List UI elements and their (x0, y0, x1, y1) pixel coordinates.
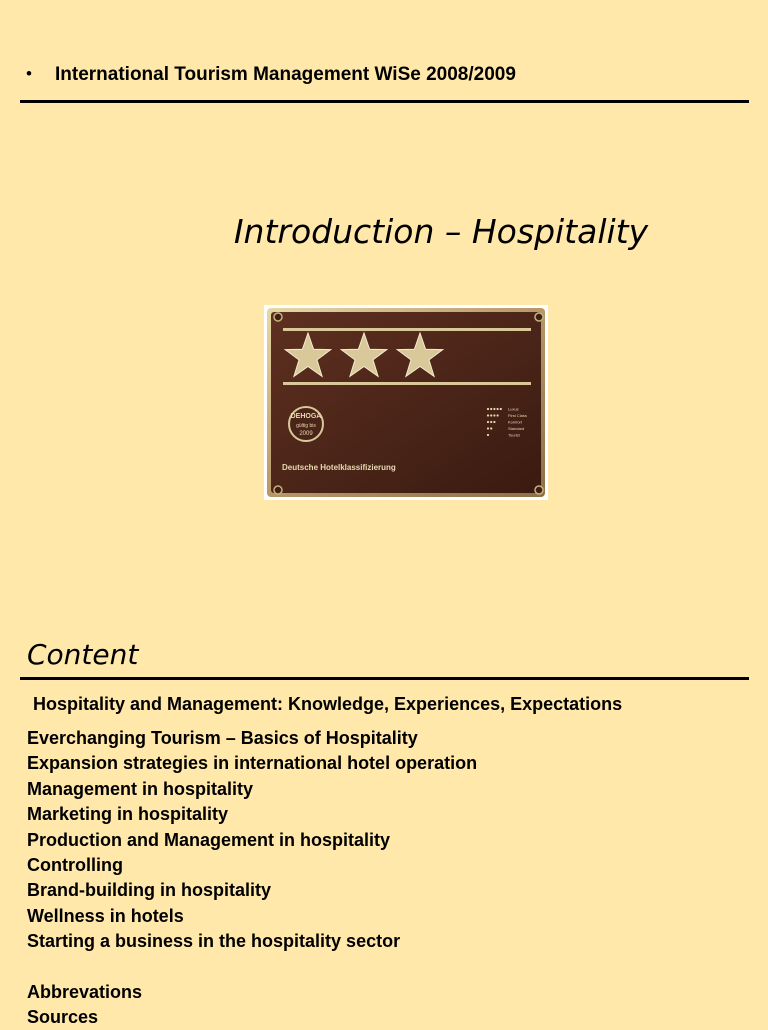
content-subtitle: Hospitality and Management: Knowledge, Experiences, Expectations (33, 694, 623, 714)
header-bullet: • (26, 64, 32, 83)
legend-label: Komfort (508, 419, 523, 425)
topic-item: Controlling (27, 854, 123, 875)
topic-item: Marketing in hospitality (27, 804, 229, 825)
topic-list (27, 726, 477, 955)
legend-dot (490, 414, 492, 416)
legend-label: First Class (508, 413, 527, 418)
topic-item: Everchanging Tourism – Basics of Hospitality (27, 728, 418, 748)
header-text: International Tourism Management WiSe 2008/2009 (55, 64, 516, 85)
badge-line: DEHOGA (290, 413, 322, 420)
content-heading: Content (27, 638, 139, 671)
header-divider (20, 100, 749, 103)
appendix-item: Abbrevations (27, 982, 143, 1002)
topic-item: Expansion strategies in international hotel operation (27, 753, 478, 774)
legend-dot (487, 434, 489, 436)
slide-header (0, 60, 768, 92)
topic-item: Brand-building in hospitality (27, 880, 271, 901)
legend-dot (487, 414, 489, 416)
legend-dot (487, 427, 489, 429)
legend-dot (490, 427, 492, 429)
topic-item: Starting a business in the hospitality sector (27, 931, 401, 952)
badge-line: gültig bis (296, 423, 316, 429)
appendix-list (27, 980, 142, 1030)
plaque-screw (535, 313, 543, 321)
topic-item: Production and Management in hospitality (27, 829, 391, 850)
legend-dot (497, 414, 499, 416)
legend-dot (500, 408, 502, 410)
plaque-rule-bottom (283, 382, 531, 385)
topic-item: Wellness in hotels (27, 905, 184, 926)
hotel-classification-plaque (264, 305, 548, 500)
legend-dot (493, 421, 495, 423)
legend-label: Standard (508, 426, 525, 431)
legend-dot (487, 408, 489, 410)
legend-dot (487, 421, 489, 423)
legend-label: Luxus (508, 406, 519, 412)
legend-dot (490, 421, 492, 423)
content-divider (20, 677, 749, 680)
appendix-item: Sources (27, 1007, 99, 1027)
plaque-caption: Deutsche Hotelklassifizierung (282, 463, 396, 472)
badge-line: 2009 (299, 431, 313, 437)
plaque-screw (274, 486, 282, 494)
plaque-image (264, 305, 548, 500)
plaque-rule-top (283, 328, 531, 331)
legend-dot (493, 414, 495, 416)
legend-dot (497, 408, 499, 410)
plaque-screw (274, 313, 282, 321)
legend-dot (493, 408, 495, 410)
topic-item: Management in hospitality (27, 778, 254, 799)
legend-dot (490, 408, 492, 410)
plaque-screw (535, 486, 543, 494)
legend-label: Tourist (508, 432, 520, 438)
slide-title: Introduction – Hospitality (233, 212, 649, 251)
